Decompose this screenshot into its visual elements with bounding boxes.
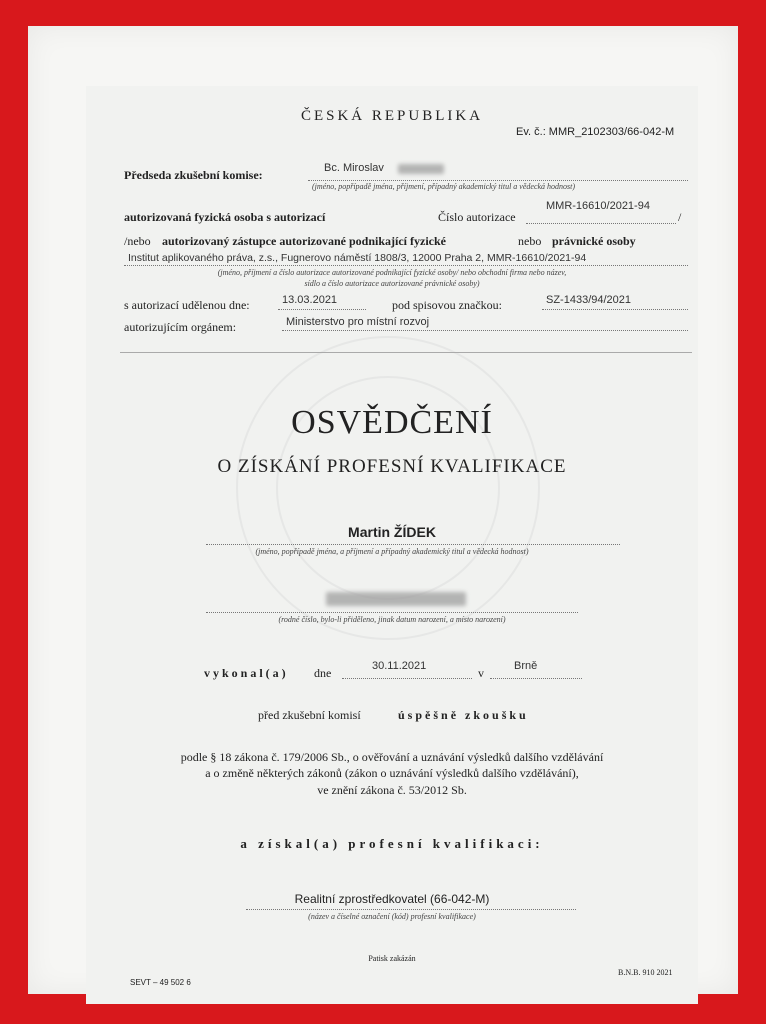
place-value: Brně	[514, 660, 538, 672]
file-label: pod spisovou značkou:	[392, 298, 502, 312]
representative-line	[124, 265, 688, 266]
performed-label: vykonal(a)	[204, 666, 289, 680]
reprint-notice: Patisk zakázán	[368, 954, 416, 963]
date-value: 30.11.2021	[372, 660, 427, 672]
representative-label-2: právnické osoby	[552, 234, 636, 248]
slash: /	[678, 210, 682, 224]
authority-label: autorizujícím orgánem:	[124, 320, 237, 334]
law-line-1: podle § 18 zákona č. 179/2006 Sb., o ověřování a uznávání výsledků dalšího vzdělávání	[180, 750, 604, 764]
authorization-number-label: Číslo autorizace	[438, 210, 516, 224]
sevt-code: SEVT – 49 502 6	[130, 978, 191, 987]
country-heading: ČESKÁ REPUBLIKA	[300, 108, 484, 124]
birth-line	[206, 612, 578, 613]
qualification-value: Realitní zprostředkovatel (66-042-M)	[294, 892, 490, 906]
place-line	[490, 678, 582, 679]
chair-hint: (jméno, popřípadě jména, příjmení, případný akademický titul a vědecká hodnost)	[312, 182, 576, 191]
authority-value: Ministerstvo pro místní rozvoj	[286, 316, 430, 328]
date-line	[342, 678, 472, 679]
representative-value: Institut aplikovaného práva, z.s., Fugnerovo náměstí 1808/3, 12000 Praha 2, MMR-16610/2021-94	[128, 252, 587, 264]
granted-line	[278, 309, 366, 310]
law-line-3: ve znění zákona č. 53/2012 Sb.	[317, 783, 467, 797]
authorized-person-label: autorizovaná fyzická osoba s autorizací	[124, 210, 326, 224]
holder-name: Martin ŽÍDEK	[348, 524, 436, 540]
redacted-birth-data	[326, 592, 466, 606]
certificate-subtitle: O ZÍSKÁNÍ PROFESNÍ KVALIFIKACE	[217, 456, 567, 477]
chair-label: Předseda zkušební komise:	[124, 168, 263, 182]
header-separator	[120, 352, 692, 353]
chair-line	[308, 180, 688, 181]
file-value: SZ-1433/94/2021	[546, 294, 632, 306]
evidence-number: Ev. č.: MMR_2102303/66-042-M	[516, 126, 675, 138]
chair-value: Bc. Miroslav	[324, 162, 384, 174]
place-label: v	[478, 666, 484, 680]
granted-value: 13.03.2021	[282, 294, 338, 306]
authorization-number-value: MMR-16610/2021-94	[546, 200, 650, 212]
representative-label: autorizovaný zástupce autorizované podnikající fyzické	[162, 234, 446, 248]
bnb-code: B.N.B. 910 2021	[618, 968, 673, 977]
holder-line	[206, 544, 620, 545]
birth-hint: (rodné číslo, bylo-li přiděleno, jinak datum narození, a místo narození)	[278, 615, 506, 624]
law-line-2: a o změně některých zákonů (zákon o uznávání výsledků dalšího vzdělávání),	[205, 766, 579, 780]
granted-label: s autorizací udělenou dne:	[124, 298, 250, 312]
representative-hint-1: (jméno, příjmení a číslo autorizace autorizované podnikající fyzické osoby/ nebo obchodní firma nebo název,	[217, 268, 567, 277]
representative-prefix: /nebo	[124, 234, 151, 248]
certificate-sheet	[86, 86, 698, 1004]
authorization-number-line	[526, 223, 676, 224]
holder-hint: (jméno, popřípadě jména, a příjmení a případný akademický titul a vědecká hodnost)	[255, 547, 529, 556]
certificate-paper	[28, 26, 738, 994]
redacted-surname	[398, 164, 444, 174]
exam-result: úspěšně zkoušku	[398, 708, 529, 722]
exam-prefix: před zkušební komisí	[258, 708, 361, 722]
file-line	[542, 309, 688, 310]
qualification-hint: (název a číselné označení (kód) profesní kvalifikace)	[308, 912, 476, 921]
representative-or: nebo	[518, 234, 542, 248]
qualification-line	[246, 909, 576, 910]
date-label: dne	[314, 666, 332, 680]
representative-hint-2: sídlo a číslo autorizace autorizované právnické osoby)	[304, 279, 480, 288]
certificate-title: OSVĚDČENÍ	[291, 404, 493, 441]
authority-line	[282, 330, 688, 331]
acquired-label: a získal(a) profesní kvalifikaci:	[240, 836, 544, 851]
